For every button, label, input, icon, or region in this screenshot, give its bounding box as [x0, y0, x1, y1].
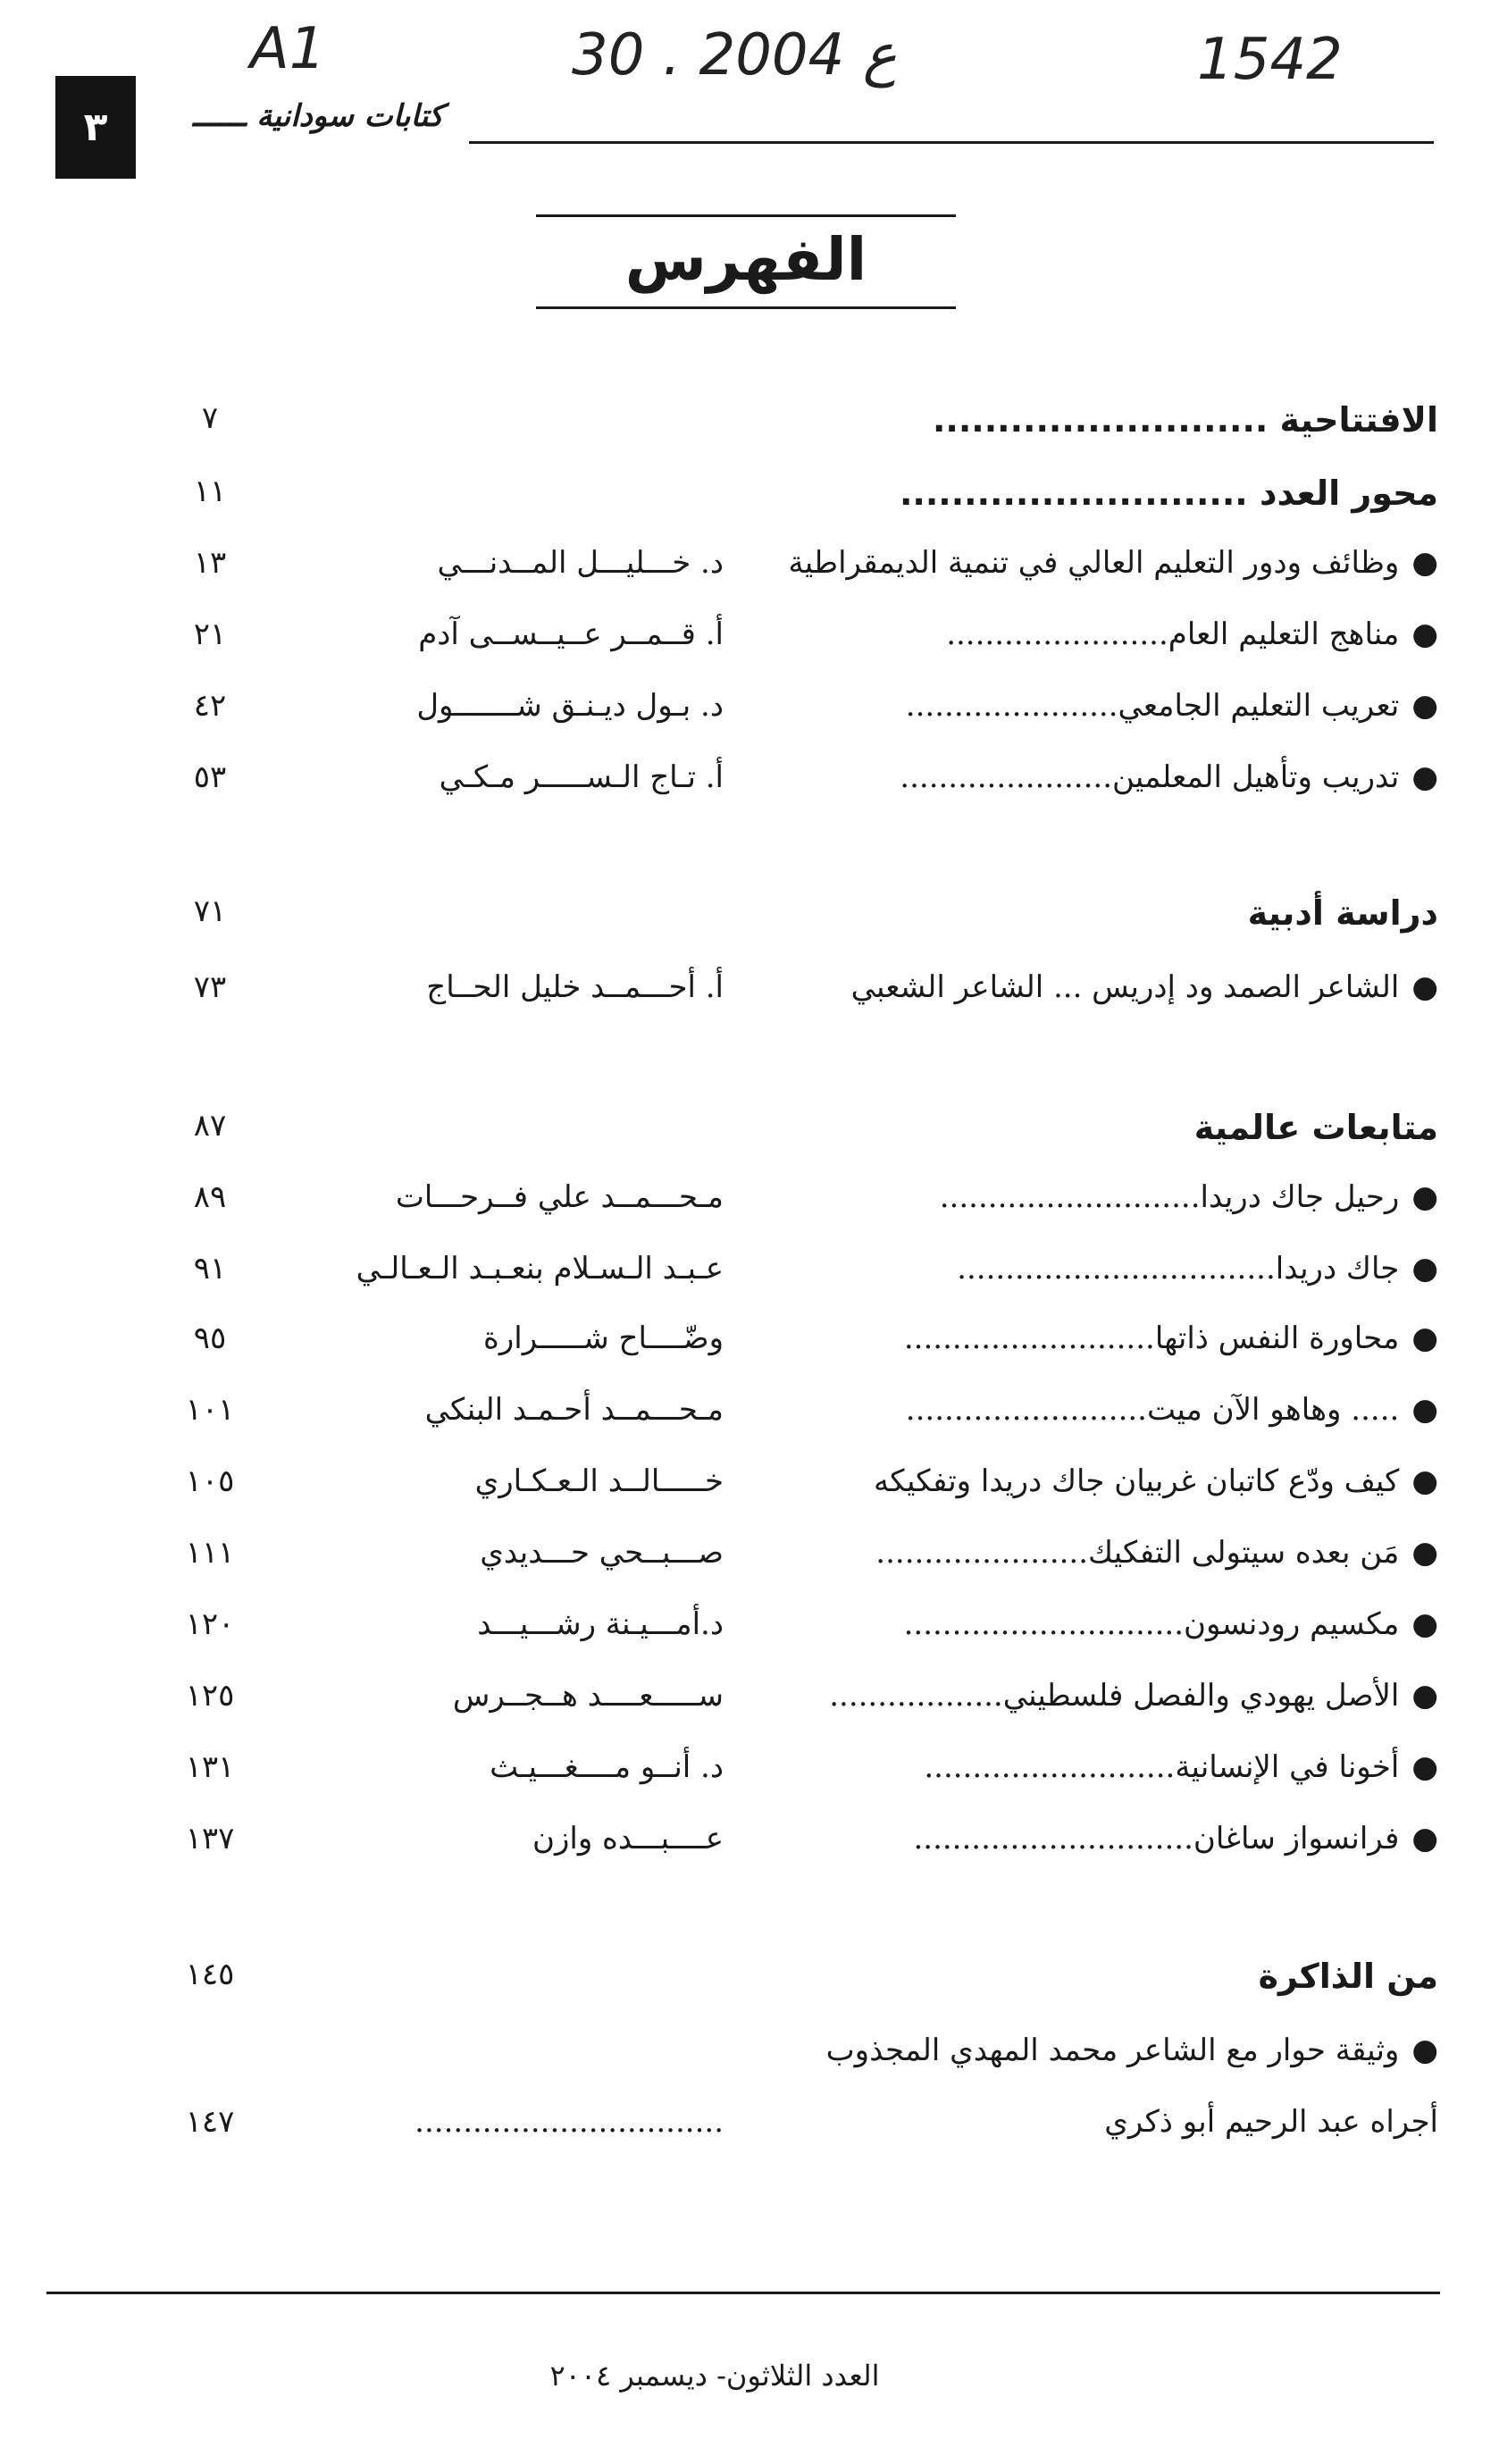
title-rule-bottom: [536, 306, 956, 309]
toc-row: [0, 969, 1499, 1032]
page-ref: ١٣: [193, 545, 227, 581]
author: د. أنــو مــــغـــيـث: [490, 1749, 724, 1785]
section-heading-row: [0, 474, 1499, 536]
page-ref: ١٣٧: [185, 1821, 235, 1856]
entry-title: [750, 688, 1438, 724]
entry-title: [750, 1535, 1438, 1571]
toc-row: [0, 688, 1499, 750]
entry-title-text: ..... وهاهو الآن ميت.........................: [905, 1392, 1400, 1428]
author: د. خـــليـــل المــدنـــي: [437, 545, 724, 581]
toc-row: [0, 759, 1499, 822]
toc-row: [0, 545, 1499, 608]
entry-title-text: أجراه عبد الرحيم أبو ذكري: [1104, 2104, 1438, 2140]
bullet-icon: ●: [1411, 1821, 1438, 1856]
title-rule-top: [536, 214, 956, 217]
entry-title-text: أخونا في الإنسانية..........................: [924, 1749, 1400, 1785]
toc-row: [0, 2104, 1499, 2166]
entry-title: [750, 1179, 1438, 1215]
author: أ. تـاج الـســـــر مـكـي: [439, 759, 724, 795]
entry-title-text: كيف ودّع كاتبان غربيان جاك دريدا وتفكيكه: [873, 1463, 1400, 1499]
bullet-icon: ●: [1411, 1606, 1438, 1642]
page-title: الفهرس: [624, 225, 867, 294]
issue-footer: العدد الثلاثون- ديسمبر ٢٠٠٤: [549, 2359, 880, 2393]
author: ................................: [415, 2104, 724, 2140]
entry-title-text: مَن بعده سيتولى التفكيك......................: [875, 1535, 1400, 1571]
page-ref: ١١: [193, 474, 227, 509]
page-ref: ٧١: [193, 893, 227, 929]
page-ref: ١٤٧: [185, 2104, 235, 2140]
entry-title-text: فرانسواز ساغان.............................: [913, 1821, 1400, 1856]
section-title: [750, 893, 1438, 933]
entry-title: [750, 1606, 1438, 1642]
author: مـحـــمــد علي فــرحـــات: [395, 1179, 724, 1215]
section-title: [750, 400, 1438, 440]
toc-row: [0, 1320, 1499, 1383]
entry-title: [750, 1749, 1438, 1785]
toc-row: [0, 1463, 1499, 1526]
entry-title-text: دراسة أدبية: [1247, 893, 1438, 933]
bullet-icon: ●: [1411, 616, 1438, 652]
bullet-icon: ●: [1411, 1535, 1438, 1571]
page-ref: ١٣١: [185, 1749, 235, 1785]
toc-row: [0, 1749, 1499, 1812]
bullet-icon: ●: [1411, 969, 1438, 1005]
bullet-icon: ●: [1411, 1320, 1438, 1356]
running-title: كتابات سودانية ــــــ: [192, 98, 444, 134]
entry-title: [750, 1678, 1438, 1714]
page-ref: ٨٧: [193, 1108, 227, 1144]
bullet-icon: ●: [1411, 2032, 1438, 2068]
entry-title-text: تدريب وتأهيل المعلمين......................: [900, 759, 1400, 795]
author: عـبـد الـسـلام بنعـبـد الـعـالـي: [356, 1251, 724, 1286]
bullet-icon: ●: [1411, 1392, 1438, 1428]
entry-title: [750, 616, 1438, 652]
entry-title-text: الافتتاحية ..........................: [933, 400, 1438, 440]
page-ref: ١٢٠: [185, 1606, 235, 1642]
entry-title: [750, 2032, 1438, 2068]
entry-title-text: متابعات عالمية: [1193, 1108, 1438, 1147]
author: مـحـــمــد أحـمـد البنكي: [424, 1392, 724, 1428]
toc-row: [0, 1606, 1499, 1669]
author: أ. أحـــمــد خليل الحــاج: [426, 969, 724, 1005]
entry-title-text: الأصل يهودي والفصل فلسطيني..................: [829, 1678, 1400, 1714]
entry-title-text: وظائف ودور التعليم العالي في تنمية الديمقراطية: [788, 545, 1400, 581]
page-ref: ٩١: [193, 1251, 227, 1286]
page-ref: ١٢٥: [185, 1678, 235, 1714]
toc-row: [0, 1179, 1499, 1242]
page-ref: ١٠٥: [185, 1463, 235, 1499]
page-ref: ٨٩: [193, 1179, 227, 1215]
toc-row: [0, 2032, 1499, 2095]
entry-title-text: محور العدد ...........................: [899, 474, 1438, 513]
page-ref: ١٤٥: [185, 1957, 235, 1992]
section-heading-row: [0, 1957, 1499, 2019]
toc-row: [0, 1251, 1499, 1313]
bullet-icon: ●: [1411, 1749, 1438, 1785]
entry-title-text: من الذاكرة: [1258, 1957, 1438, 1996]
author: ســـــعــــد هــجــرس: [452, 1678, 724, 1714]
page-ref: ٤٢: [193, 688, 227, 724]
section-heading-row: [0, 400, 1499, 463]
toc-row: [0, 1678, 1499, 1740]
section-title: [750, 1108, 1438, 1147]
page-ref: ١١١: [185, 1535, 235, 1571]
bullet-icon: ●: [1411, 1678, 1438, 1714]
entry-title-text: تعريب التعليم الجامعي......................: [905, 688, 1400, 724]
toc-row: [0, 1535, 1499, 1597]
toc-row: [0, 616, 1499, 679]
entry-title-text: مناهج التعليم العام.......................: [946, 616, 1400, 652]
bullet-icon: ●: [1411, 1179, 1438, 1215]
entry-title-text: محاورة النفس ذاتها..........................: [903, 1320, 1400, 1356]
entry-title-text: رحيل جاك دريدا...........................: [939, 1179, 1400, 1215]
page-ref: ٢١: [193, 616, 227, 652]
entry-title: [750, 1821, 1438, 1856]
page-number-box: [55, 76, 136, 179]
entry-title: [750, 1320, 1438, 1356]
page-ref: ٧: [201, 400, 219, 436]
section-heading-row: [0, 1108, 1499, 1170]
section-title: [750, 1957, 1438, 1996]
entry-title-text: جاك دريدا.................................: [957, 1251, 1400, 1286]
entry-title-text: وثيقة حوار مع الشاعر محمد المهدي المجذوب: [825, 2032, 1400, 2068]
bullet-icon: ●: [1411, 688, 1438, 724]
page-ref: ٥٣: [193, 759, 227, 795]
entry-title: [750, 1251, 1438, 1286]
bullet-icon: ●: [1411, 1251, 1438, 1286]
section-title: [750, 474, 1438, 513]
toc-row: [0, 1821, 1499, 1883]
bullet-icon: ●: [1411, 759, 1438, 795]
author: خـــــالــد الـعـكـاري: [474, 1463, 724, 1499]
entry-title: [750, 759, 1438, 795]
entry-title: [750, 1463, 1438, 1499]
header-rule: [469, 141, 1434, 144]
bullet-icon: ●: [1411, 545, 1438, 581]
toc-row: [0, 1392, 1499, 1454]
entry-title-text: الشاعر الصمد ود إدريس ... الشاعر الشعبي: [850, 969, 1400, 1005]
handwritten-code: A1: [250, 16, 326, 82]
entry-title: [750, 969, 1438, 1005]
entry-title: [750, 1392, 1438, 1428]
page-number: ٣: [83, 105, 108, 150]
author: صـــبــحي حـــديدي: [480, 1535, 724, 1571]
entry-title: [750, 2104, 1438, 2140]
bullet-icon: ●: [1411, 1463, 1438, 1499]
footer-rule: [46, 2292, 1440, 2294]
author: د.أمـــيـنة رشـــيـــد: [477, 1606, 724, 1642]
page-ref: ١٠١: [185, 1392, 235, 1428]
author: عــــبـــده وازن: [532, 1821, 724, 1856]
page-ref: ٧٣: [193, 969, 227, 1005]
entry-title: [750, 545, 1438, 581]
entry-title-text: مكسيم رودنسون.............................: [903, 1606, 1400, 1642]
author: وضّــــاح شـــــرارة: [483, 1320, 724, 1356]
section-heading-row: [0, 893, 1499, 956]
author: أ. قــمــر عــيــســى آدم: [418, 616, 724, 652]
author: د. بـول ديـنـق شـــــــول: [416, 688, 724, 724]
handwritten-date: 30 . ع 2004: [572, 22, 897, 88]
page-ref: ٩٥: [193, 1320, 227, 1356]
handwritten-number: 1542: [1197, 27, 1343, 93]
